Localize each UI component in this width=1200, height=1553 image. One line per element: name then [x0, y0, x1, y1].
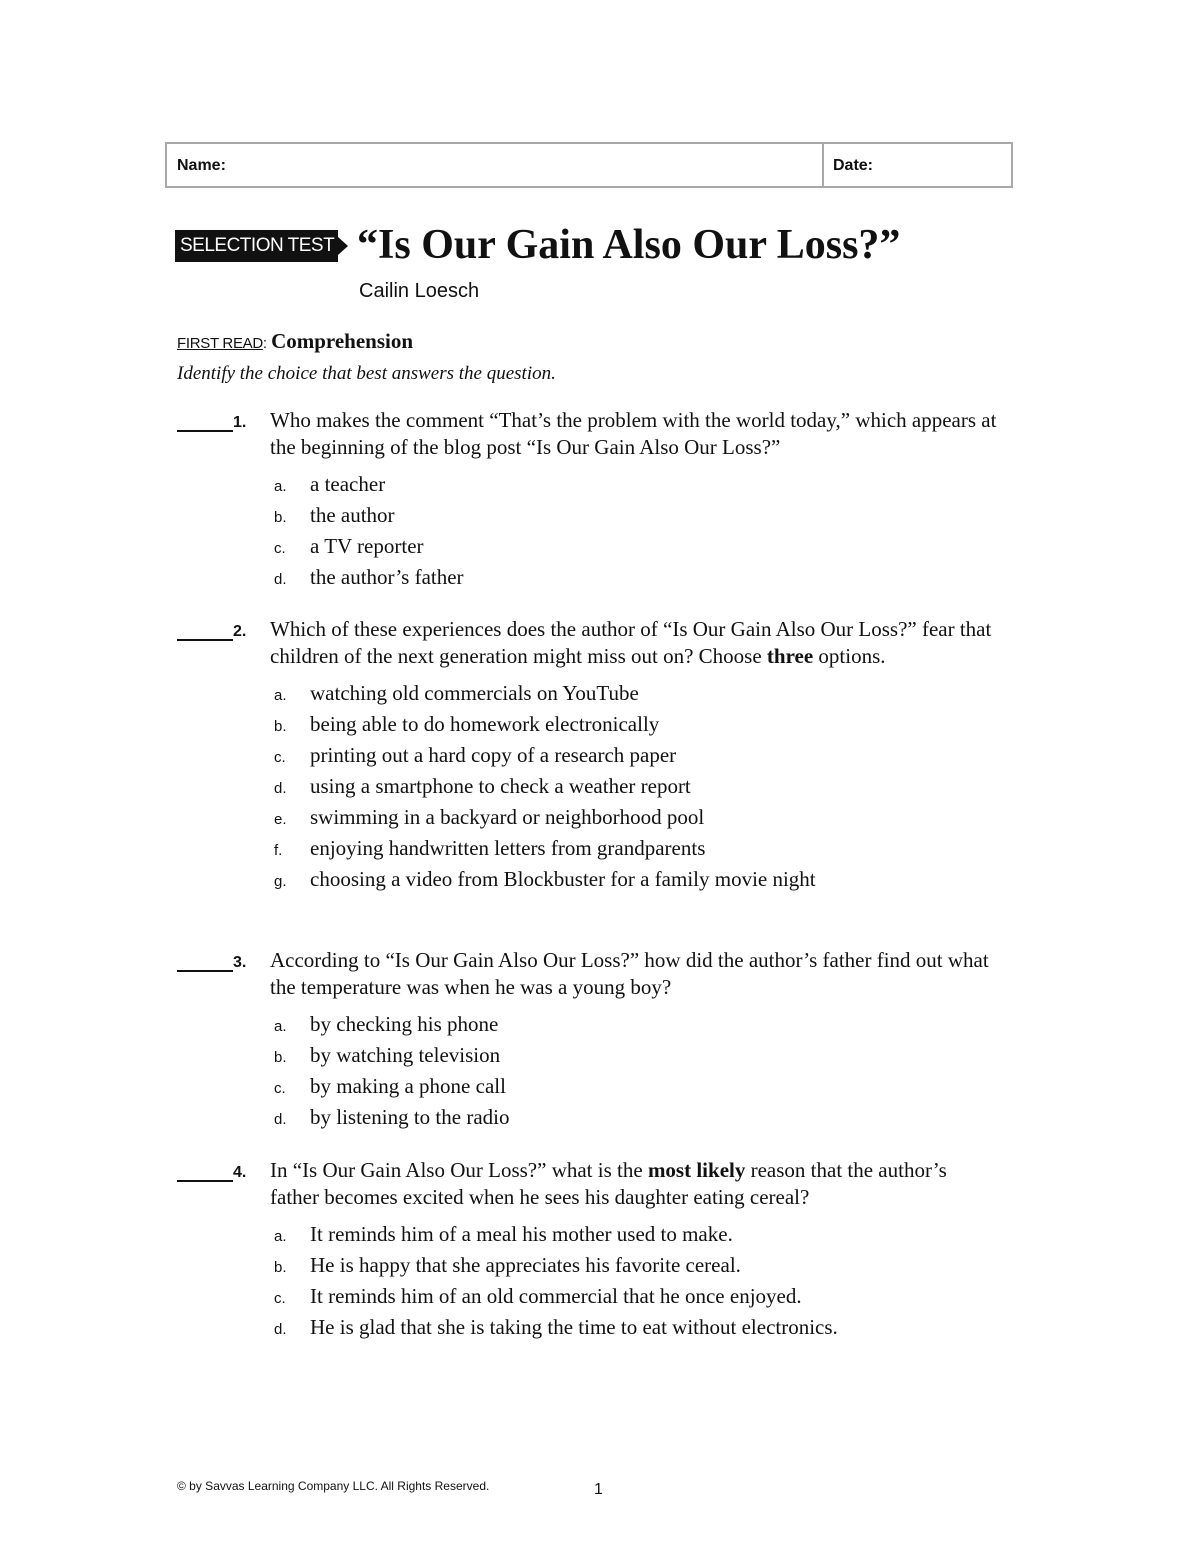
- option-item[interactable]: d. by listening to the radio: [274, 1105, 510, 1129]
- option-item[interactable]: a. watching old commercials on YouTube: [274, 681, 639, 705]
- name-field[interactable]: [167, 144, 824, 186]
- badge-arrow-icon: [338, 237, 348, 255]
- option-item[interactable]: b. He is happy that she appreciates his favorite cereal.: [274, 1253, 741, 1277]
- option-list: [274, 1222, 1007, 1346]
- date-field[interactable]: [824, 144, 1011, 186]
- page-number: 1: [594, 1481, 603, 1498]
- option-list: [274, 472, 1007, 596]
- question-number: 2.: [233, 623, 247, 640]
- question-3: [177, 948, 1007, 1136]
- answer-blank[interactable]: [177, 952, 233, 972]
- author-name: Cailin Loesch: [359, 280, 480, 302]
- page-title: “Is Our Gain Also Our Loss?”: [357, 222, 901, 268]
- instructions: Identify the choice that best answers the question.: [177, 363, 556, 384]
- answer-blank[interactable]: [177, 1162, 233, 1182]
- option-item[interactable]: f. enjoying handwritten letters from grandparents: [274, 836, 706, 860]
- question-4: [177, 1158, 1007, 1346]
- option-item[interactable]: c. It reminds him of an old commercial that he once enjoyed.: [274, 1284, 802, 1308]
- selection-test-badge: [175, 230, 348, 262]
- option-item[interactable]: b. the author: [274, 503, 395, 527]
- answer-blank[interactable]: [177, 621, 233, 641]
- option-item[interactable]: e. swimming in a backyard or neighborhood pool: [274, 805, 705, 829]
- option-list: [274, 1012, 1007, 1136]
- option-item[interactable]: d. using a smartphone to check a weather report: [274, 774, 691, 798]
- option-item[interactable]: c. printing out a hard copy of a research paper: [274, 743, 677, 767]
- option-item[interactable]: b. by watching television: [274, 1043, 501, 1067]
- option-item[interactable]: b. being able to do homework electronically: [274, 712, 660, 736]
- section-heading: [177, 329, 413, 354]
- name-date-box: [165, 142, 1013, 188]
- selection-test-badge-text: SELECTION TEST: [175, 230, 338, 262]
- question-text: According to “Is Our Gain Also Our Loss?” how did the author’s father find out what the temperature was when he was a young boy?: [270, 948, 989, 999]
- option-item[interactable]: a. It reminds him of a meal his mother used to make.: [274, 1222, 733, 1246]
- question-number: 4.: [233, 1164, 247, 1181]
- option-item[interactable]: g. choosing a video from Blockbuster for a family movie night: [274, 867, 816, 891]
- date-label: Date:: [833, 157, 874, 174]
- option-item[interactable]: d. He is glad that she is taking the time to eat without electronics.: [274, 1315, 838, 1339]
- option-item[interactable]: c. a TV reporter: [274, 534, 424, 558]
- section-label: FIRST READ: [177, 335, 263, 352]
- option-item[interactable]: a. a teacher: [274, 472, 386, 496]
- question-text: Which of these experiences does the author of “Is Our Gain Also Our Loss?” fear that children of the next generation might miss out on? Choose three options.: [270, 617, 992, 668]
- copyright-notice: © by Savvas Learning Company LLC. All Rights Reserved.: [177, 1479, 490, 1493]
- section-colon: :: [262, 335, 268, 352]
- question-2: [177, 617, 1007, 898]
- option-item[interactable]: d. the author’s father: [274, 565, 464, 589]
- answer-blank[interactable]: [177, 412, 233, 432]
- question-text: Who makes the comment “That’s the problem with the world today,” which appears at the beginning of the blog post “Is Our Gain Also Our Loss?”: [270, 408, 997, 459]
- question-text: In “Is Our Gain Also Our Loss?” what is the most likely reason that the author’s father becomes excited when he sees his daughter eating cereal?: [270, 1158, 947, 1209]
- option-list: [274, 681, 1007, 898]
- question-number: 3.: [233, 954, 247, 971]
- option-item[interactable]: a. by checking his phone: [274, 1012, 499, 1036]
- question-1: [177, 408, 1007, 596]
- name-label: Name:: [177, 157, 226, 174]
- option-item[interactable]: c. by making a phone call: [274, 1074, 506, 1098]
- question-number: 1.: [233, 414, 247, 431]
- section-title: Comprehension: [271, 329, 414, 353]
